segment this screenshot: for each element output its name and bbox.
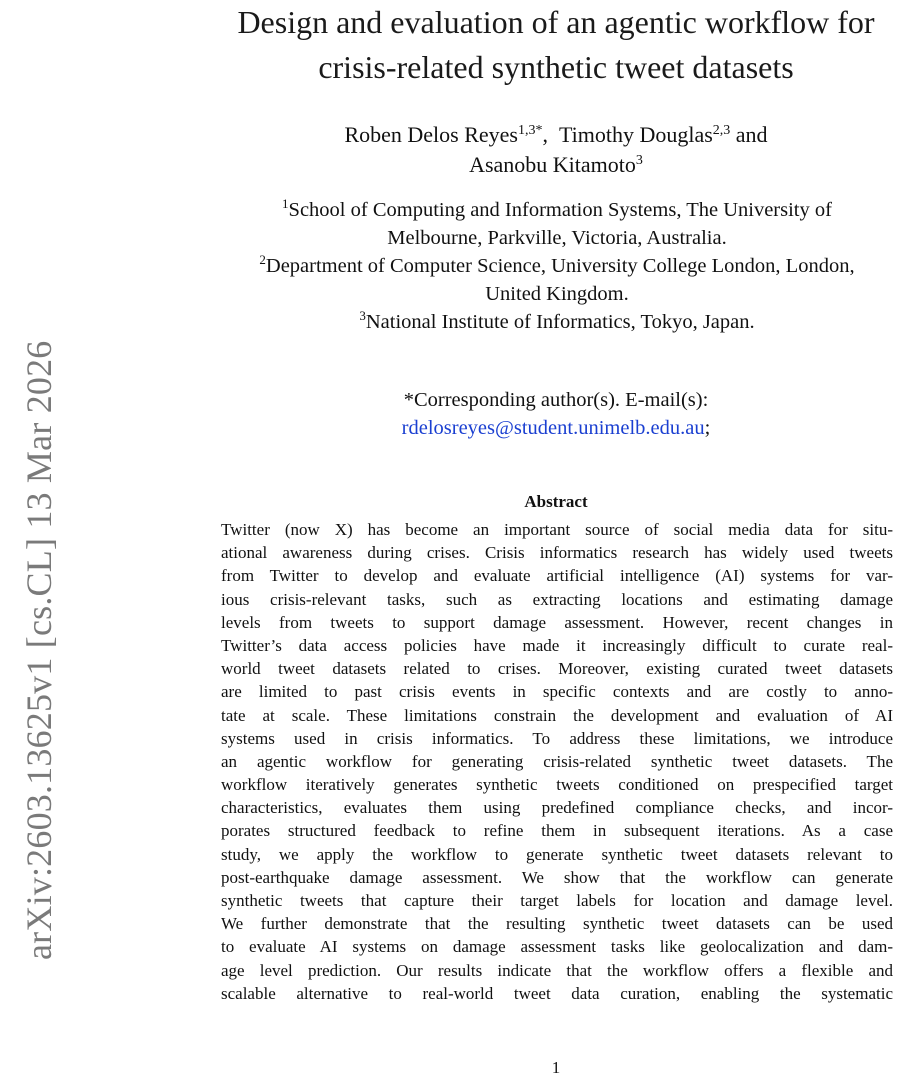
page-number: 1 [551,1058,561,1077]
abstract-line: are limited to past crisis events in specific contexts and are costly to anno- [221,682,893,702]
affiliation-text: National Institute of Informatics, Tokyo, Japan. [365,311,755,333]
abstract-line: from Twitter to develop and evaluate artificial intelligence (AI) systems for var- [221,566,893,586]
affiliation-2-line-1 [196,252,915,280]
author-name: Timothy Douglas [558,122,713,147]
affiliation-text: Department of Computer Science, University College London, London, [265,255,855,277]
abstract-line: study, we apply the workflow to generate synthetic tweet datasets relevant to [221,844,893,864]
author-affil-mark: 2,3 [712,123,731,138]
abstract-line: age level prediction. Our results indicate that the workflow offers a flexible and [221,960,893,980]
abstract-line: Twitter’s data access policies have made it increasingly difficult to curate real- [221,635,893,655]
abstract-line: scalable alternative to real-world tweet data curation, enabling the systematic [221,983,893,1003]
affiliation-list [196,196,915,336]
abstract-line: post-earthquake damage assessment. We show that the workflow can generate [221,867,893,887]
abstract-body [221,518,893,1005]
paper-title [200,0,912,90]
arxiv-identifier-stamp: arXiv:2603.13625v1 [cs.CL] 13 Mar 2026 [19,340,59,960]
abstract-line: an agentic workflow for generating crisis-related synthetic tweet datasets. The [221,751,893,771]
abstract-line: ational awareness during crises. Crisis informatics research has widely used tweets [221,543,893,563]
abstract-line: porates structured feedback to refine them in subsequent iterations. As a case [221,821,893,841]
abstract-line: ious crisis-relevant tasks, such as extracting locations and estimating damage [221,589,893,609]
email-trailing-punct: ; [704,417,711,439]
author-affil-mark: 1,3* [517,123,543,138]
author-line-2 [200,150,912,180]
paper-title-line-1: Design and evaluation of an agentic workflow for [237,4,875,40]
author-joiner: and [735,122,768,147]
affiliation-mark: 3 [359,308,366,323]
affiliation-3-line-1 [196,308,915,336]
abstract-line: tate at scale. These limitations constrain the development and evaluation of AI [221,705,893,725]
abstract-line: Twitter (now X) has become an important source of social media data for situ- [221,520,893,539]
corresponding-email-line [200,414,912,442]
author-line-1: Roben Delos Reyes$^{1,3*}$, Timothy Douglas$^{2,3}$ and [344,122,768,147]
paper-title-line-2: crisis-related synthetic tweet datasets [318,49,794,85]
affiliation-1-line-1 [196,196,915,224]
abstract-line: to evaluate AI systems on damage assessment tasks like geolocalization and dam- [221,937,893,957]
affiliation-mark: 2 [259,252,266,267]
corresponding-email-link[interactable]: rdelosreyes@student.unimelb.edu.au [401,417,705,439]
corresponding-author-block [200,386,912,442]
abstract-line: synthetic tweets that capture their target labels for location and damage level. [221,891,893,910]
abstract-line: systems used in crisis informatics. To address these limitations, we introduce [221,728,893,748]
affiliation-2-line-2: United Kingdom. [485,283,629,305]
author-name: Roben Delos Reyes [344,122,518,147]
abstract-heading: Abstract [524,492,588,511]
affiliation-1-line-2: Melbourne, Parkville, Victoria, Australia. [387,227,727,249]
abstract-line: workflow iteratively generates synthetic tweets conditioned on prespecified target [221,775,893,795]
corresponding-label: *Corresponding author(s). E-mail(s): [403,389,709,411]
affiliation-text: School of Computing and Information Systems, The University of [288,199,832,221]
author-list [200,120,912,180]
abstract-line: world tweet datasets related to crises. Moreover, existing curated tweet datasets [221,659,893,679]
author-affil-mark: 3 [635,153,643,168]
abstract-line: We further demonstrate that the resulting synthetic tweet datasets can be used [221,914,893,934]
abstract-line: characteristics, evaluates them using predefined compliance checks, and incor- [221,798,893,818]
affiliation-mark: 1 [282,196,289,211]
abstract-line: levels from tweets to support damage assessment. However, recent changes in [221,612,893,632]
author-name: Asanobu Kitamoto [469,152,636,177]
